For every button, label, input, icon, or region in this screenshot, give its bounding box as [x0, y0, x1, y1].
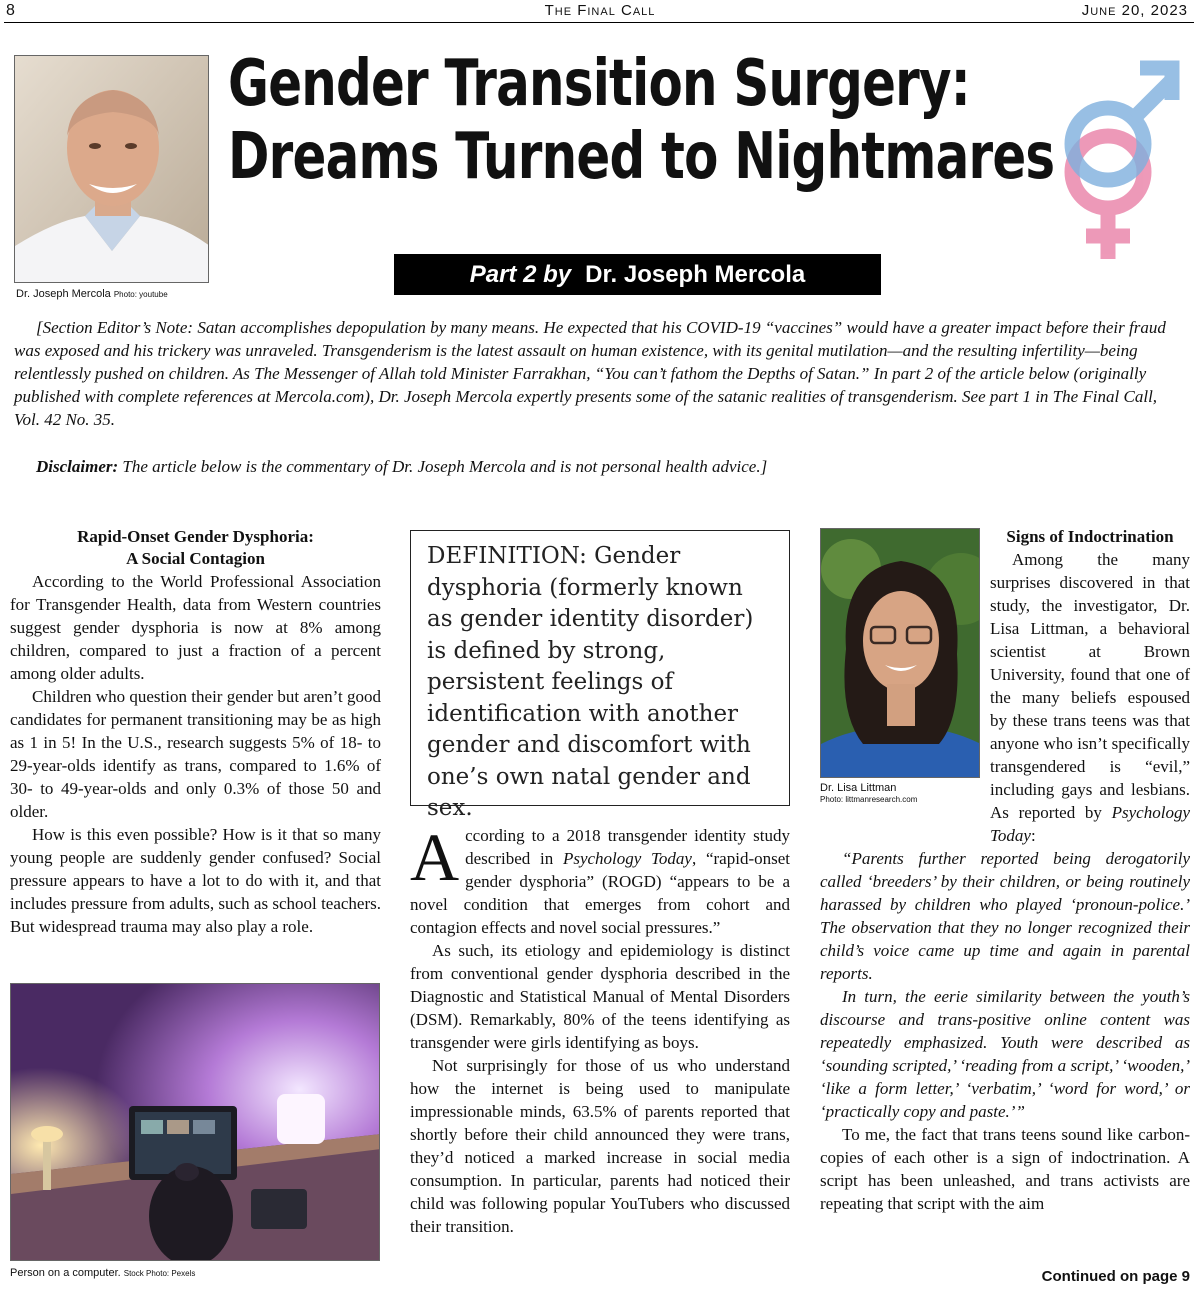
column-3-top	[990, 526, 1190, 548]
col2-paragraph-3: Not surprisingly for those of us who understand how the internet is being used to manipulate impressionable minds, 63.5% of parents reported that shortly before their child announced they were trans, they’d noticed a marked increase in social media consumption. In particular, parents had noticed their child was following popular YouTubers who discussed their transition.	[410, 1056, 790, 1236]
disclaimer-text: The article below is the commentary of Dr. Joseph Mercola and is not personal health advice.]	[122, 457, 768, 476]
caption-name: Person on a computer.	[10, 1267, 121, 1279]
computer-scene-image	[11, 984, 380, 1261]
col1-heading-line-1: Rapid-Onset Gender Dysphoria:	[77, 527, 314, 546]
col2-paragraph-1	[410, 819, 790, 939]
col3-p1-text-b: :	[1030, 826, 1036, 845]
mercola-caption	[16, 288, 168, 301]
paper-name: The Final Call	[544, 2, 656, 19]
caption-credit: Photo: youtube	[113, 290, 168, 299]
caption-name: Dr. Joseph Mercola	[16, 288, 111, 300]
caption-credit: Stock Photo: Pexels	[123, 1269, 196, 1278]
computer-caption	[10, 1267, 195, 1280]
editor-note: [Section Editor’s Note: Satan accomplishes depopulation by many means. He expected that his COVID-19 “vaccines” would have a greater impact before their fraud was exposed and his trickery was unraveled. Transgenderism is the latest assault on human existence, with its genital mutilation—and the resulting infertility—being relentlessly pushed on children. As The Messenger of Allah told Minister Farrakhan, “You can’t fathom the Depths of Satan.” In part 2 of the article below (originally published with complete references at Mercola.com), Dr. Joseph Mercola expertly presents some of the satanic realities of transgenderism. See part 1 in The Final Call, Vol. 42 No. 35.	[14, 318, 1166, 429]
col3-p1-text-a: Among the many surprises discovered in that study, the investigator, Dr. Lisa Littman, a behavioral scientist at Brown University, found that one of the many beliefs espoused by these trans teens was that anyone who isn’t specifically transgendered is “evil,” including gays and lesbians. As reported by	[990, 550, 1190, 822]
column-2	[410, 819, 790, 1238]
issue-date: June 20, 2023	[1081, 2, 1188, 19]
byline-part: Part 2 by	[469, 261, 572, 288]
mercola-portrait-image	[15, 56, 209, 283]
col3-p1-source: Psychology Today	[990, 803, 1190, 845]
page-header	[0, 0, 1200, 24]
col2-p1-text-b: , “rapid-onset gender dysphoria” (ROGD) “appears to be a novel condition that emerges from cohort and contagion effects and novel social pressures.”	[410, 849, 790, 937]
col2-p1-source: Psychology Today	[562, 849, 692, 868]
definition-text: DEFINITION: Gender dysphoria (formerly known as gender identity disorder) is defined by strong, persistent feelings of identification with another gender and discomfort with one’s own natal gender and sex.	[427, 543, 754, 821]
page-number: 8	[6, 2, 15, 19]
caption-name: Dr. Lisa Littman	[820, 782, 897, 794]
caption-credit: Photo: littmanresearch.com	[820, 795, 918, 805]
headline	[228, 47, 1055, 194]
mercola-photo	[14, 55, 209, 283]
disclaimer	[36, 455, 1186, 478]
col1-paragraph-2: Children who question their gender but aren’t good candidates for permanent transitioning may be as high as 1 in 5! In the U.S., research suggests 5% of 18- to 29-year-olds identify as trans, compared to 1.6% of 30- to 49-year-olds and only 0.3% of those 50 and older.	[10, 687, 381, 821]
continued-note: Continued on page 9	[1041, 1268, 1190, 1285]
col3-quote-2: In turn, the eerie similarity between the youth’s discourse and trans-positive online content was repeatedly emphasized. Youth were described as ‘sounding scripted,’ ‘reading from a script,’ ‘wooden,’ ‘like a form letter,’ ‘verbatim,’ ‘word for word,’ or ‘practically copy and paste.’”	[820, 987, 1190, 1121]
col2-p1-text-a: ccording to a 2018 transgender identity study described in	[465, 826, 790, 868]
column-3	[820, 548, 1190, 1215]
header-rule	[4, 22, 1194, 23]
col3-quote-1: “Parents further reported being derogatorily called ‘breeders’ by their children, or being routinely harassed by children who played ‘pronoun-police.’ The observation that they no longer recognized their child’s voice came up time and again in parental reports.	[820, 849, 1190, 983]
col3-heading: Signs of Indoctrination	[1006, 527, 1174, 546]
col2-paragraph-2: As such, its etiology and epidemiology is distinct from conventional gender dysphoria described in the Diagnostic and Statistical Manual of Mental Disorders (DSM). Remarkably, 80% of the teens identifying as transgender were girls identifying as boys.	[410, 941, 790, 1052]
photo-float-spacer	[820, 548, 990, 846]
byline	[394, 254, 881, 295]
byline-author: Dr. Joseph Mercola	[585, 261, 806, 288]
drop-cap: A	[410, 819, 460, 895]
headline-line-1: Gender Transition Surgery:	[228, 47, 970, 121]
definition-box	[410, 530, 790, 821]
column-1	[10, 526, 381, 938]
col1-heading	[10, 526, 381, 570]
col1-heading-line-2: A Social Contagion	[126, 549, 265, 568]
gender-symbols-icon	[1050, 44, 1190, 264]
disclaimer-label: Disclaimer:	[36, 457, 119, 476]
headline-line-2: Dreams Turned to Nightmares	[228, 119, 1055, 194]
col1-paragraph-1: According to the World Professional Association for Transgender Health, data from Western countries suggest gender dysphoria is now at 8% among children, compared to just a fraction of a percent among older adults.	[10, 572, 381, 683]
col1-paragraph-3: How is this even possible? How is it that so many young people are suddenly gender confused? Social pressure appears to have a lot to do with it, and that includes pressure from adults, such as school teachers. But widespread trauma may also play a role.	[10, 825, 381, 936]
col3-paragraph-2: To me, the fact that trans teens sound like carbon-copies of each other is a sign of indoctrination. A script has been unleashed, and trans activists are repeating that script with the aim	[820, 1125, 1190, 1213]
computer-photo	[10, 983, 380, 1261]
